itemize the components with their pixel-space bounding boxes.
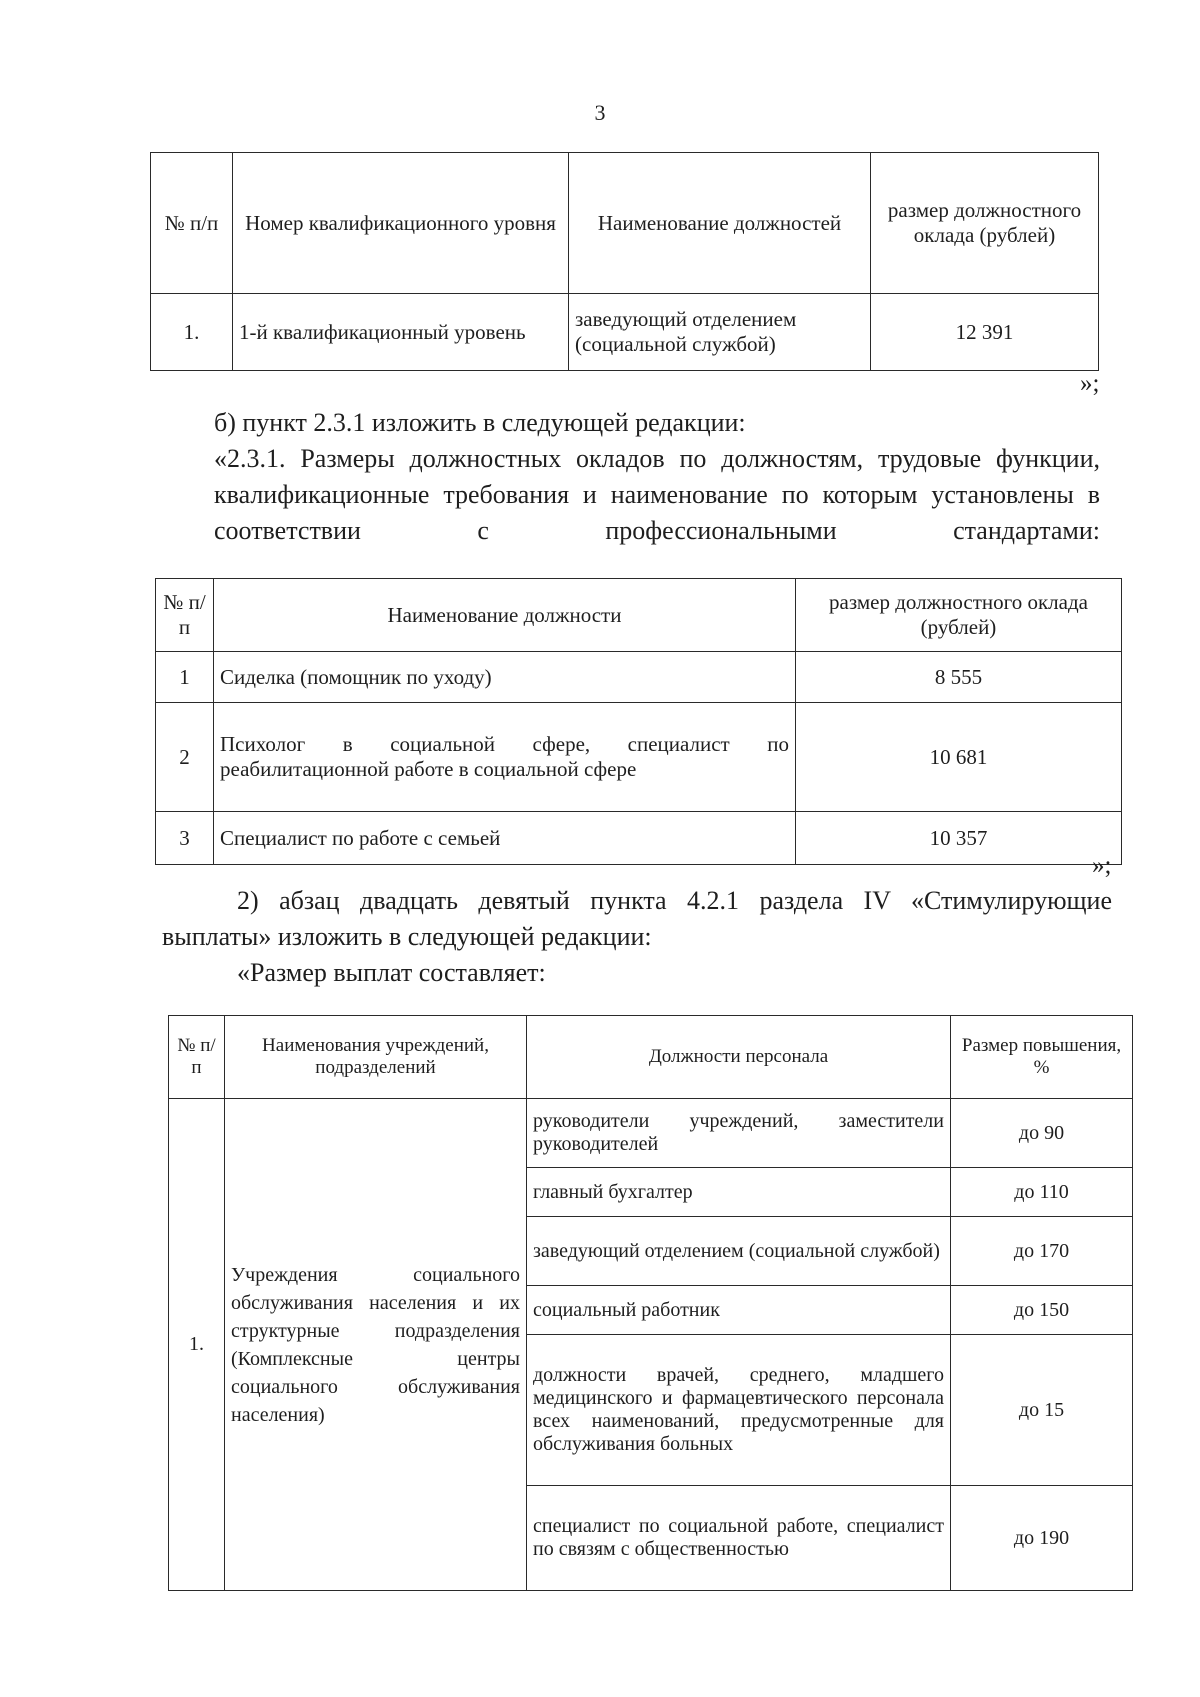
row-qualification-level: 1-й квалификационный уровень [233, 294, 569, 371]
closing-quote: »; [1092, 852, 1112, 879]
raise-value: до 150 [951, 1286, 1133, 1335]
col-header-raise: Размер повышения, % [951, 1016, 1133, 1099]
staff-position: должности врачей, среднего, младшего медицинского и фармацевтического персонала всех наименований, предусмотренные для обслуживания больных [527, 1335, 951, 1486]
section-2-paragraph [162, 883, 1112, 991]
staff-position: специалист по социальной работе, специалист по связям с общественностью [527, 1486, 951, 1591]
section-b-quote: «2.3.1. Размеры должностных окладов по должностям, трудовые функции, квалификационные требования и наименование по которым установлены в соответствии с профессиональными стандартами: [214, 444, 1100, 545]
row-number: 2 [156, 703, 214, 812]
row-number: 3 [156, 812, 214, 865]
col-header-number: № п/п [151, 153, 233, 294]
professional-standards-salary-table [155, 578, 1122, 865]
row-number: 1. [169, 1099, 225, 1591]
table-row [156, 703, 1122, 812]
section-b-line: б) пункт 2.3.1 изложить в следующей редакции: [214, 408, 746, 437]
table-row [156, 652, 1122, 703]
row-salary: 12 391 [871, 294, 1099, 371]
col-header-institution: Наименования учреждений, подразделений [225, 1016, 527, 1099]
page-number: 3 [594, 100, 606, 125]
stimulating-payments-table [168, 1015, 1133, 1591]
staff-position: главный бухгалтер [527, 1168, 951, 1217]
col-header-salary: размер должностного оклада (рублей) [871, 153, 1099, 294]
row-number: 1. [151, 294, 233, 371]
col-header-staff-positions: Должности персонала [527, 1016, 951, 1099]
row-position: Психолог в социальной сфере, специалист по реабилитационной работе в социальной сфере [214, 703, 796, 812]
row-salary: 10 357 [796, 812, 1122, 865]
row-position: заведующий отделением (социальной службой) [569, 294, 871, 371]
col-header-qualification-level: Номер квалификационного уровня [233, 153, 569, 294]
row-number: 1 [156, 652, 214, 703]
col-header-salary: размер должностного оклада (рублей) [796, 579, 1122, 652]
staff-position: заведующий отделением (социальной службой) [527, 1217, 951, 1286]
raise-value: до 90 [951, 1099, 1133, 1168]
table-header-row [151, 153, 1099, 294]
section-b-paragraph [162, 405, 1100, 549]
col-header-number: № п/п [169, 1016, 225, 1099]
raise-value: до 110 [951, 1168, 1133, 1217]
table-row [156, 812, 1122, 865]
raise-value: до 170 [951, 1217, 1133, 1286]
table-header-row [156, 579, 1122, 652]
row-salary: 10 681 [796, 703, 1122, 812]
section-2-quote: «Размер выплат составляет: [237, 958, 546, 987]
staff-position: социальный работник [527, 1286, 951, 1335]
col-header-number: № п/п [156, 579, 214, 652]
col-header-position: Наименование должности [214, 579, 796, 652]
qualification-level-table [150, 152, 1099, 371]
raise-value: до 15 [951, 1335, 1133, 1486]
section-2-text: 2) абзац двадцать девятый пункта 4.2.1 раздела IV «Стимулирующие выплаты» изложить в следующей редакции: [162, 886, 1112, 951]
table-header-row [169, 1016, 1133, 1099]
closing-quote: »; [1080, 370, 1100, 397]
institution-cell: Учреждения социального обслуживания населения и их структурные подразделения (Комплексные центры социального обслуживания населения) [225, 1099, 527, 1591]
table-row [169, 1099, 1133, 1168]
row-position: Сиделка (помощник по уходу) [214, 652, 796, 703]
staff-position: руководители учреждений, заместители руководителей [527, 1099, 951, 1168]
col-header-position-names: Наименование должностей [569, 153, 871, 294]
row-position: Специалист по работе с семьей [214, 812, 796, 865]
row-salary: 8 555 [796, 652, 1122, 703]
raise-value: до 190 [951, 1486, 1133, 1591]
table-row [151, 294, 1099, 371]
